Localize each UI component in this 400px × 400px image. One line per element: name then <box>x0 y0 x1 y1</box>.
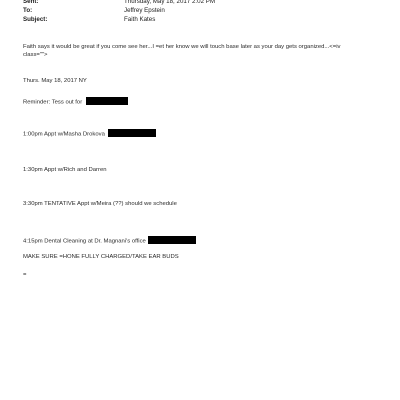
intro-line: Faith says it would be great if you come see her...I =et her know we will touch base later as your day gets organized...<=iv <box>23 44 341 50</box>
appt-4-text: 4:15pm Dental Cleaning at Dr. Magnani's office <box>23 238 146 245</box>
date-line: Thurs. May 18, 2017 NY <box>23 78 87 84</box>
subject-label: Subject: <box>23 16 48 23</box>
reminder-line <box>23 97 128 108</box>
sent-value: Thursday, May 18, 2017 2:02 PM <box>124 0 216 5</box>
note-line: MAKE SURE =HONE FULLY CHARGED/TAKE EAR BUDS <box>23 254 179 260</box>
redaction-block <box>86 97 128 105</box>
intro-line-cont: class=""> <box>23 52 48 58</box>
reminder-text: Reminder: Tess out for <box>23 99 83 106</box>
to-value: Jeffrey Epstein <box>124 7 165 14</box>
redaction-block <box>108 129 156 137</box>
subject-value: Faith Kates <box>124 16 156 23</box>
appt-3-line: 3:30pm TENTATIVE Appt w/Meira (??) should we schedule <box>23 201 177 207</box>
sent-label: Sent: <box>23 0 39 5</box>
redaction-block <box>148 236 196 244</box>
appt-4-line <box>23 236 196 247</box>
trailing-char: = <box>23 272 27 278</box>
to-label: To: <box>23 7 33 14</box>
appt-2-line: 1:30pm Appt w/Rich and Darren <box>23 167 107 173</box>
appt-1-line <box>23 129 156 140</box>
appt-1-text: 1:00pm Appt w/Masha Drokova <box>23 131 105 138</box>
